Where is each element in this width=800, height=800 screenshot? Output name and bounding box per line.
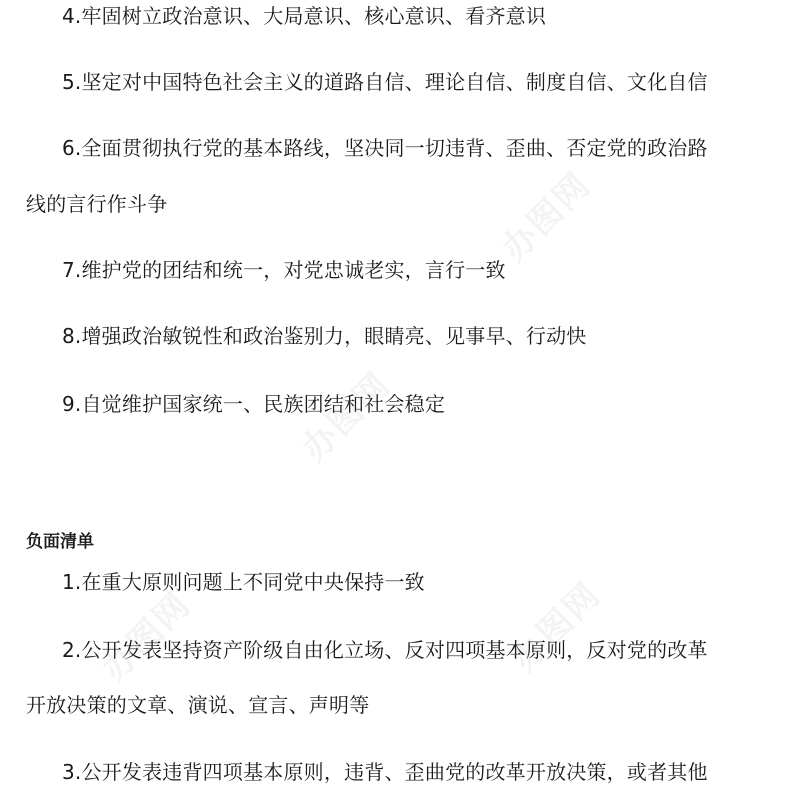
list-item-9: 9.自觉维护国家统一、民族团结和社会稳定	[62, 392, 446, 416]
list-item-4: 4.牢固树立政治意识、大局意识、核心意识、看齐意识	[62, 4, 547, 28]
watermark: 办图网	[494, 164, 599, 270]
negative-item-2: 2.公开发表坚持资产阶级自由化立场、反对四项基本原则，反对党的改革	[62, 638, 708, 662]
list-item-6-continuation: 线的言行作斗争	[26, 192, 168, 216]
watermark: 办图网	[94, 584, 199, 690]
section-heading: 负面清单	[26, 532, 94, 552]
negative-item-3: 3.公开发表违背四项基本原则，违背、歪曲党的改革开放决策，或者其他	[62, 760, 708, 784]
list-item-7: 7.维护党的团结和统一，对党忠诚老实，言行一致	[62, 258, 506, 282]
list-item-6: 6.全面贯彻执行党的基本路线，坚决同一切违背、歪曲、否定党的政治路	[62, 136, 708, 160]
watermark: 办图网	[504, 574, 609, 680]
watermark: 办图网	[294, 364, 399, 470]
negative-item-2-continuation: 开放决策的文章、演说、宣言、声明等	[26, 693, 370, 717]
list-item-8: 8.增强政治敏锐性和政治鉴别力，眼睛亮、见事早、行动快	[62, 324, 587, 348]
list-item-5: 5.坚定对中国特色社会主义的道路自信、理论自信、制度自信、文化自信	[62, 70, 708, 94]
negative-item-1: 1.在重大原则问题上不同党中央保持一致	[62, 570, 425, 594]
